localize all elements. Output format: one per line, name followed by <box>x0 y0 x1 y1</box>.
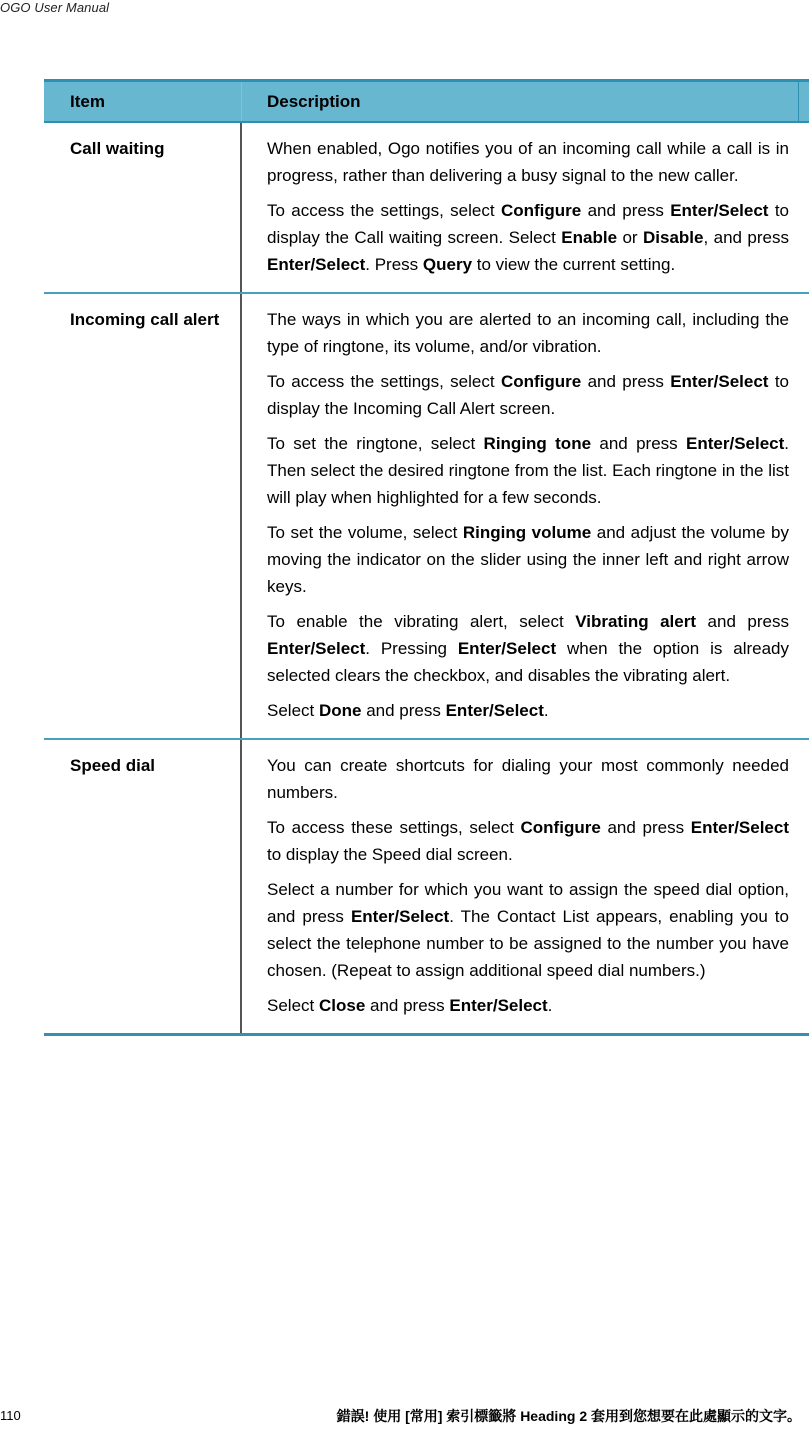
description-paragraph <box>267 608 789 689</box>
text-run: , and press <box>703 228 790 247</box>
description-paragraph <box>267 368 789 422</box>
column-header-item: Item <box>44 82 242 121</box>
text-run: and press <box>696 612 789 631</box>
bold-term: Enter/Select <box>670 372 769 391</box>
text-run: and press <box>581 372 671 391</box>
bold-term: Enter/Select <box>445 701 544 720</box>
row-description <box>242 740 809 1033</box>
text-run: . The Contact List appears, enabling you to select the telephone number to be assigned to the number you have chosen. (Repeat to assign additional speed dial numbers.) <box>267 907 789 980</box>
row-description <box>242 294 809 738</box>
text-run: Select <box>267 996 319 1015</box>
text-run: . <box>543 701 549 720</box>
text-run: To enable the vibrating alert, select <box>267 612 576 631</box>
row-description <box>242 123 809 292</box>
settings-table <box>44 79 809 1036</box>
page-number: 110 <box>0 1408 21 1423</box>
text-run: When enabled, Ogo notifies you of an incoming call while a call is in progress, rather than delivering a busy signal to the new caller. <box>267 139 789 185</box>
text-run: The ways in which you are alerted to an incoming call, including the type of ringtone, its volume, and/or vibration. <box>267 310 789 356</box>
text-run: to display the Incoming Call Alert screen. <box>267 372 789 418</box>
text-run: and press <box>581 201 671 220</box>
bold-term: Ringing tone <box>483 434 592 453</box>
description-paragraph <box>267 519 789 600</box>
description-paragraph <box>267 135 789 189</box>
bold-term: Enter/Select <box>267 639 366 658</box>
table-header-row <box>44 79 809 123</box>
description-paragraph <box>267 814 789 868</box>
text-run: To access the settings, select <box>267 201 501 220</box>
text-run: and press <box>361 701 446 720</box>
bold-term: Enter/Select <box>457 639 557 658</box>
bold-term: Vibrating alert <box>575 612 697 631</box>
text-run: You can create shortcuts for dialing your most commonly needed numbers. <box>267 756 789 802</box>
text-run: and adjust the volume by moving the indicator on the slider using the inner left and right arrow keys. <box>267 523 789 596</box>
bold-term: Configure <box>520 818 601 837</box>
text-run: and press <box>365 996 450 1015</box>
text-run: Select a number for which you want to assign the speed dial option, and press <box>267 880 789 926</box>
bold-term: Enable <box>561 228 618 247</box>
text-run: and press <box>591 434 687 453</box>
text-run: . Then select the desired ringtone from the list. Each ringtone in the list will play when highlighted for a few seconds. <box>267 434 790 507</box>
description-paragraph <box>267 306 789 360</box>
text-run: to view the current setting. <box>472 255 676 274</box>
bold-term: Close <box>318 996 366 1015</box>
bold-term: Done <box>318 701 362 720</box>
table-row <box>44 123 809 294</box>
text-run: or <box>617 228 644 247</box>
running-header-title: OGO User Manual <box>0 0 110 15</box>
footer-error-text: 錯誤! 使用 [常用] 索引標籤將 Heading 2 套用到您想要在此處顯示的文字。 <box>336 1408 801 1424</box>
bold-term: Enter/Select <box>267 255 366 274</box>
text-run: and press <box>600 818 691 837</box>
text-run: Select <box>267 701 319 720</box>
table-row <box>44 294 809 740</box>
text-run: To access the settings, select <box>267 372 501 391</box>
text-run: to display the Speed dial screen. <box>267 845 513 864</box>
bold-term: Query <box>422 255 473 274</box>
description-paragraph <box>267 876 789 984</box>
description-paragraph <box>267 430 789 511</box>
description-paragraph <box>267 197 789 278</box>
table-row <box>44 740 809 1036</box>
row-item-label: Incoming call alert <box>44 294 242 738</box>
text-run: To set the volume, select <box>267 523 463 542</box>
text-run: when the option is already selected clears the checkbox, and disables the vibrating alert. <box>267 639 789 685</box>
text-run: To access these settings, select <box>267 818 521 837</box>
bold-term: Ringing volume <box>462 523 592 542</box>
text-run: To set the ringtone, select <box>267 434 484 453</box>
table-body <box>44 123 809 1036</box>
text-run: . <box>547 996 553 1015</box>
text-run: . Pressing <box>365 639 458 658</box>
bold-term: Configure <box>500 372 582 391</box>
bold-term: Enter/Select <box>449 996 548 1015</box>
bold-term: Enter/Select <box>690 818 789 837</box>
column-header-description: Description <box>242 82 799 121</box>
row-item-label: Speed dial <box>44 740 242 1033</box>
bold-term: Configure <box>500 201 582 220</box>
bold-term: Enter/Select <box>350 907 450 926</box>
bold-term: Disable <box>643 228 704 247</box>
description-paragraph <box>267 697 789 724</box>
row-item-label: Call waiting <box>44 123 242 292</box>
description-paragraph <box>267 752 789 806</box>
description-paragraph <box>267 992 789 1019</box>
bold-term: Enter/Select <box>686 434 785 453</box>
text-run: . Press <box>365 255 423 274</box>
text-run: to display the Call waiting screen. Select <box>267 201 789 247</box>
bold-term: Enter/Select <box>670 201 769 220</box>
